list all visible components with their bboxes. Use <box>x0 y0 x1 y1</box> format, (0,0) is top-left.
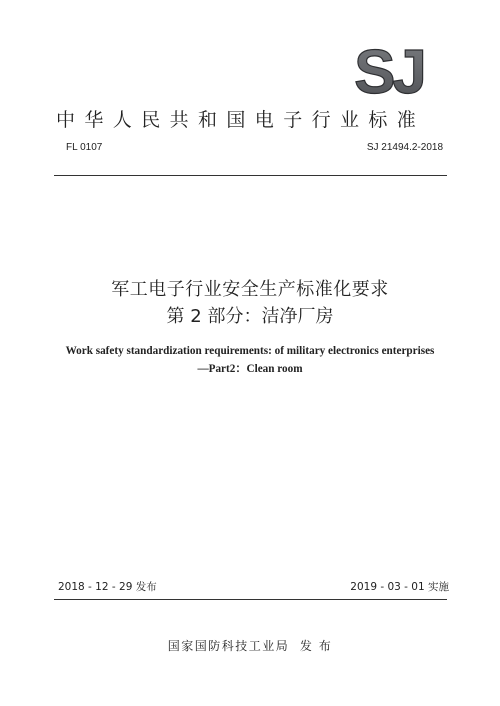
document-subtitle-en: —Part2：Clean room <box>197 363 303 375</box>
publisher: 国家国防科技工业局 发 布 <box>167 639 333 653</box>
logo-text: SJ <box>354 44 424 98</box>
sj-logo <box>349 44 429 98</box>
standard-category-title: 中华人民共和国电子行业标准 <box>56 109 426 131</box>
standard-number: SJ 21494.2-2018 <box>366 142 443 153</box>
header-divider <box>54 175 447 176</box>
issue-date: 2018 - 12 - 29 发布 <box>58 581 157 593</box>
implementation-date: 2019 - 03 - 01 实施 <box>350 581 449 593</box>
document-subtitle-zh: 第 2 部分：洁净厂房 <box>166 306 334 327</box>
ics-code: FL 0107 <box>66 142 103 153</box>
document-title-en: Work safety standardization requirements: of military electronics enterprises <box>65 345 435 357</box>
document-title-zh: 军工电子行业安全生产标准化要求 <box>111 279 389 300</box>
footer-divider <box>54 599 447 600</box>
